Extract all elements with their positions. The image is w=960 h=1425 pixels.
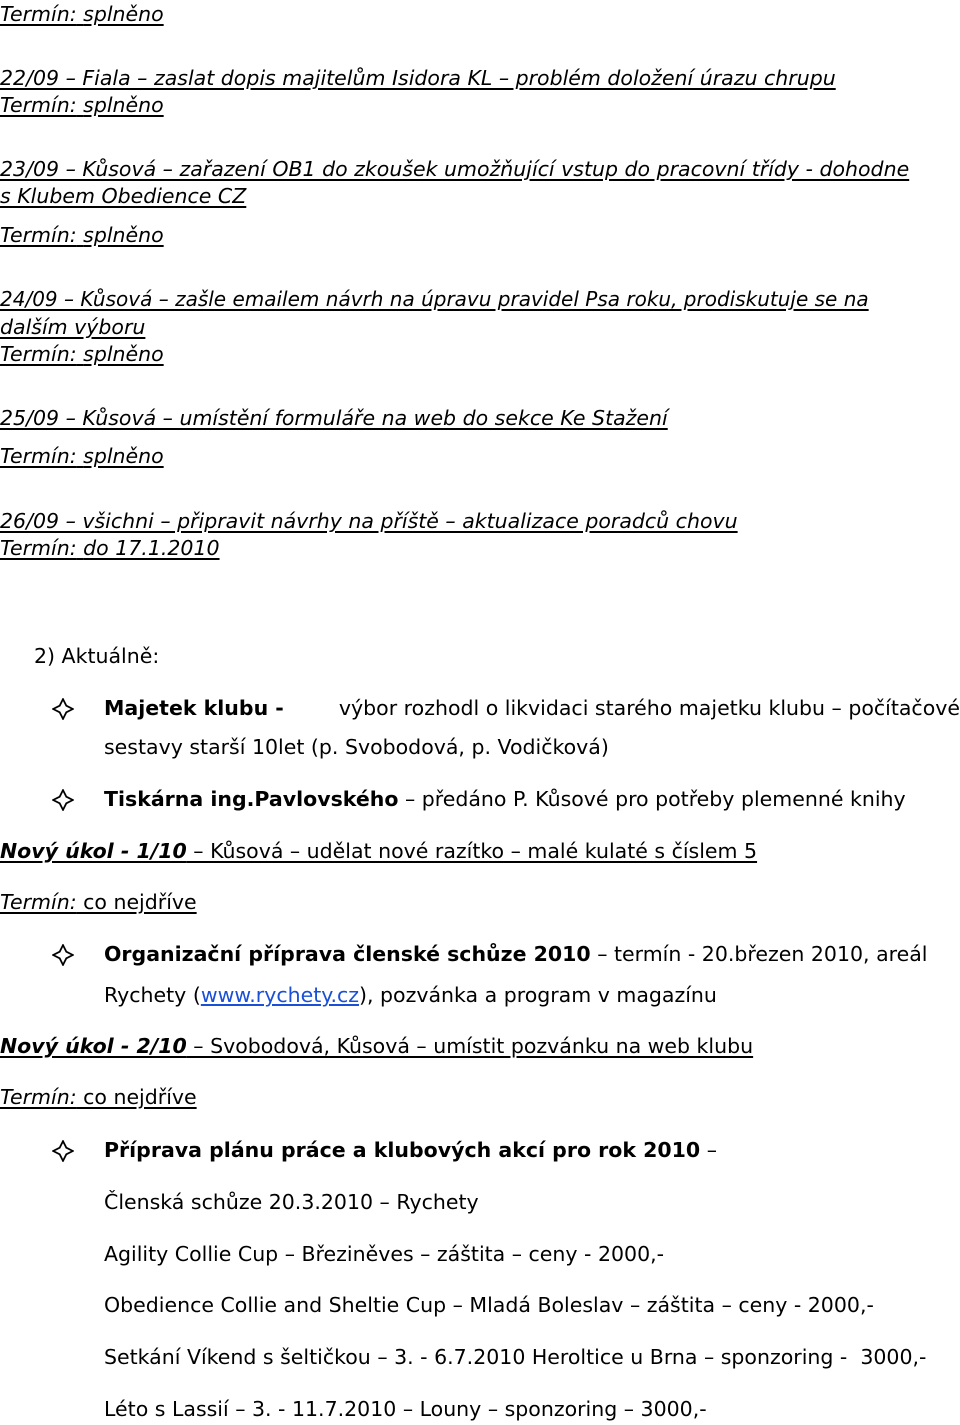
termin-line-25-09: Termín: splněno — [0, 444, 164, 468]
diamond-bullet-icon — [52, 1140, 74, 1162]
section-heading: 2) Aktuálně: — [34, 644, 160, 668]
majetek-line2: sestavy starší 10let (p. Svobodová, p. Vodičková) — [104, 735, 609, 759]
new-task-1-10: Nový úkol - 1/10 – Kůsová – udělat nové razítko – malé kulaté s číslem 5 — [0, 839, 758, 863]
task-title-26-09: 26/09 – všichni – připravit návrhy na příště – aktualizace poradců chovu — [0, 509, 738, 533]
termin-line-26-09: Termín: do 17.1.2010 — [0, 536, 220, 560]
termin-line-22-09: Termín: splněno — [0, 93, 164, 117]
plan-event: Léto s Lassií – 3. - 11.7.2010 – Louny – sponzoring – 3000,- — [104, 1397, 707, 1421]
plan-event: Obedience Collie and Sheltie Cup – Mladá Boleslav – záštita – ceny - 2000,- — [104, 1293, 874, 1317]
rychety-link[interactable]: www.rychety.cz — [200, 983, 359, 1007]
task-title-23-09-line2: s Klubem Obedience CZ — [0, 184, 247, 208]
termin-line-23-09: Termín: splněno — [0, 223, 164, 247]
termin-line-1-10: Termín: co nejdříve — [0, 890, 197, 914]
termin-line-24-09: Termín: splněno — [0, 342, 164, 366]
task-title-24-09-line1: 24/09 – Kůsová – zašle emailem návrh na úpravu pravidel Psa roku, prodiskutuje se na — [0, 287, 869, 311]
termin-line-2-10: Termín: co nejdříve — [0, 1085, 197, 1109]
plan-heading: Příprava plánu práce a klubových akcí pro rok 2010 – — [104, 1138, 717, 1162]
diamond-bullet-icon — [52, 944, 74, 966]
majetek-line1: Majetek klubu - výbor rozhodl o likvidaci starého majetku klubu – počítačové — [104, 696, 960, 720]
plan-event: Setkání Víkend s šeltičkou – 3. - 6.7.2010 Heroltice u Brna – sponzoring - 3000,- — [104, 1345, 927, 1369]
tiskarna-line: Tiskárna ing.Pavlovského – předáno P. Kůsové pro potřeby plemenné knihy — [104, 787, 906, 811]
diamond-bullet-icon — [52, 789, 74, 811]
termin-line-0: Termín: splněno — [0, 2, 164, 26]
new-task-2-10: Nový úkol - 2/10 – Svobodová, Kůsová – umístit pozvánku na web klubu — [0, 1034, 754, 1058]
task-title-23-09-line1: 23/09 – Kůsová – zařazení OB1 do zkoušek umožňující vstup do pracovní třídy - dohodne — [0, 157, 910, 181]
plan-event: Agility Collie Cup – Březiněves – záštita – ceny - 2000,- — [104, 1242, 665, 1266]
task-title-25-09: 25/09 – Kůsová – umístění formuláře na web do sekce Ke Stažení — [0, 406, 668, 430]
plan-event: Členská schůze 20.3.2010 – Rychety — [104, 1190, 479, 1214]
task-title-22-09: 22/09 – Fiala – zaslat dopis majitelům Isidora KL – problém doložení úrazu chrupu — [0, 66, 836, 90]
schuze-line1: Organizační příprava členské schůze 2010 – termín - 20.březen 2010, areál — [104, 942, 928, 966]
task-title-24-09-line2: dalším výboru — [0, 315, 146, 339]
diamond-bullet-icon — [52, 698, 74, 720]
schuze-line2: Rychety (www.rychety.cz), pozvánka a program v magazínu — [104, 983, 717, 1007]
